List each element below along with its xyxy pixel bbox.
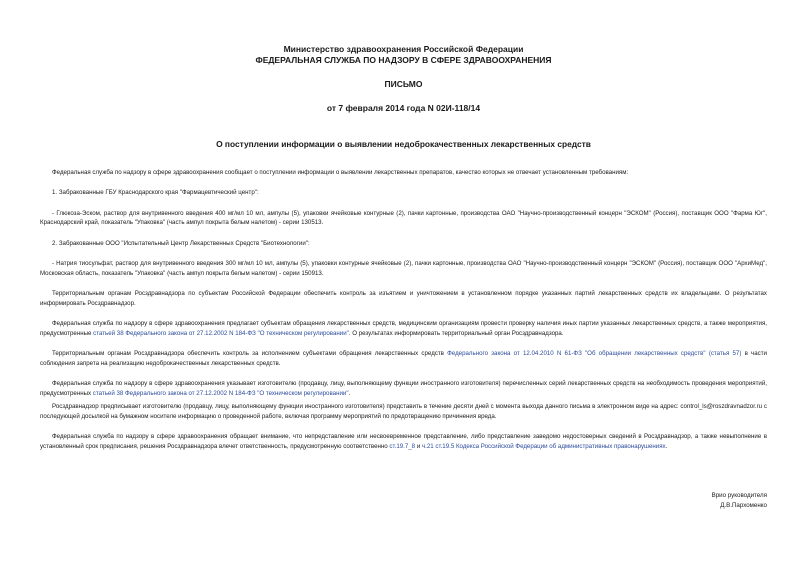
document-date-number: от 7 февраля 2014 года N 02И-118/14 [326,103,481,113]
signature-block [712,491,767,510]
text: Федеральная служба по надзору в сфере здравоохранения обращает внимание, что непредставление или несвоевременное представление, либо представление заведомо недостоверных сведений в Росздравнадзор, а также невыполнение в установленный срок предписания, решения Росздравнадзора влечет ответственность, предусмотренную соответственно [40,433,767,450]
paragraph-item-2-detail: - Натрия тиосульфат, раствор для внутривенного введения 300 мг/мл 10 мл, ампулы (5), упаковки контурные ячейковые (2), пачки картонные, производства ОАО "Научно-производственный концерн "ЭСКОМ" (Россия), поставщик ООО "АрхиМед", Московская область, показатель "Упаковка" (часть ампул покрыта белым налетом) - серии 150913. [40,260,767,277]
text: . [665,442,668,450]
text: в части соблюдения запрета на реализацию недоброкачественных лекарственных средств. [40,350,767,367]
ministry-name: Министерство здравоохранения Российской Федерации [283,44,524,54]
paragraph-territorial-control: Территориальным органам Росздравнадзора по субъектам Российской Федерации обеспечить контроль за изъятием и уничтожением в установленном порядке указанных партий лекарственных средств их владельцами. О результатах информировать Росздравнадзор. [40,290,767,307]
law-link-19-5[interactable]: ч.21 ст.19.5 [421,442,455,450]
text: . О результатах информировать территориальный орган Росздравнадзора. [348,329,564,337]
law-link-19-7-8[interactable]: ст.19.7_8 [389,442,416,450]
law-link-koap[interactable]: Кодекса Российской Федерации об административных правонарушениях [455,442,666,450]
paragraph-inspection [40,319,767,338]
document-body [40,168,767,451]
text: Территориальным органам Росздравнадзора обеспечить контроль за исполнением субъектами обращения лекарственных средств [52,350,448,358]
law-link-article-38-second[interactable]: статьей 38 Федерального закона от 27.12.2002 N 184-ФЗ "О техническом регулировании" [92,389,349,397]
signatory-name: Д.В.Пархоменко [720,501,767,509]
text: Федеральная служба по надзору в сфере здравоохранения предлагает субъектам обращения лекарственных средств, медицинским организациям провести проверку наличия иных партии указанных лекарственных средств, а также мероприятия, предусмотренные [40,320,767,337]
paragraph-prescription: Росздравнадзор предписывает изготовителю (продавцу, лицу, выполняющему функции иностранного изготовителя) представить в течение десяти дней с момента выхода данного письма в электронном виде на адрес: control_ls@roszdravnadzor.ru с последующей досылкой на бумажном носителе информацию о проведенной работе, включая программу мероприятий по предотвращению причинения вреда. [40,403,767,420]
law-link-61-fz[interactable]: Федерального закона от 12.04.2010 N 61-ФЗ "Об обращении лекарственных средств" [447,350,706,358]
text: и [415,442,422,450]
paragraph-territorial-execution [40,349,767,368]
service-name: ФЕДЕРАЛЬНАЯ СЛУЖБА ПО НАДЗОРУ В СФЕРЕ ЗДРАВООХРАНЕНИЯ [255,55,552,65]
law-link-article-38[interactable]: статьей 38 Федерального закона от 27.12.2002 N 184-ФЗ "О техническом регулировании" [93,329,349,337]
document-header [40,44,767,114]
paragraph-liability [40,432,767,451]
document-type: ПИСЬМО [384,79,423,89]
text: Федеральная служба по надзору в сфере здравоохранения указывает изготовителю (продавцу, лицу, выполняющему функции иностранного изготовителя) перечисленных серий лекарственных средств на необходимость проведения мероприятий, предусмотренных [40,380,767,397]
paragraph-manufacturer-notice [40,379,767,398]
signatory-position: Врио руководителя [711,492,767,499]
paragraph-intro: Федеральная служба по надзору в сфере здравоохранения сообщает о поступлении информации о выявлении лекарственных препаратов, качество которых не отвечает установленным требованиям: [52,169,629,176]
document-subject: О поступлении информации о выявлении недоброкачественных лекарственных средств [216,139,591,149]
paragraph-item-1-heading: 1. Забракованные ГБУ Краснодарского края "Фармацевтический центр": [52,189,259,197]
paragraph-item-1-detail: - Глюкоза-Эском, раствор для внутривенного введения 400 мг/мл 10 мл, ампулы (5), упаковки ячейковые контурные (2), пачки картонные, производства ОАО "Научно-производственный концерн "ЭСКОМ" (Россия), поставщик ООО "Фарма Юг", Краснодарский край, показатель "Упаковка" (часть ампул покрыта белым налетом) - серии 130513. [40,209,767,227]
law-link-article-57[interactable]: (статья 57) [708,350,742,358]
paragraph-item-2-heading: 2. Забракованные ООО "Испытательный Центр Лекарственных Средств "Биотехнологии": [52,239,310,247]
text: . [348,389,351,397]
